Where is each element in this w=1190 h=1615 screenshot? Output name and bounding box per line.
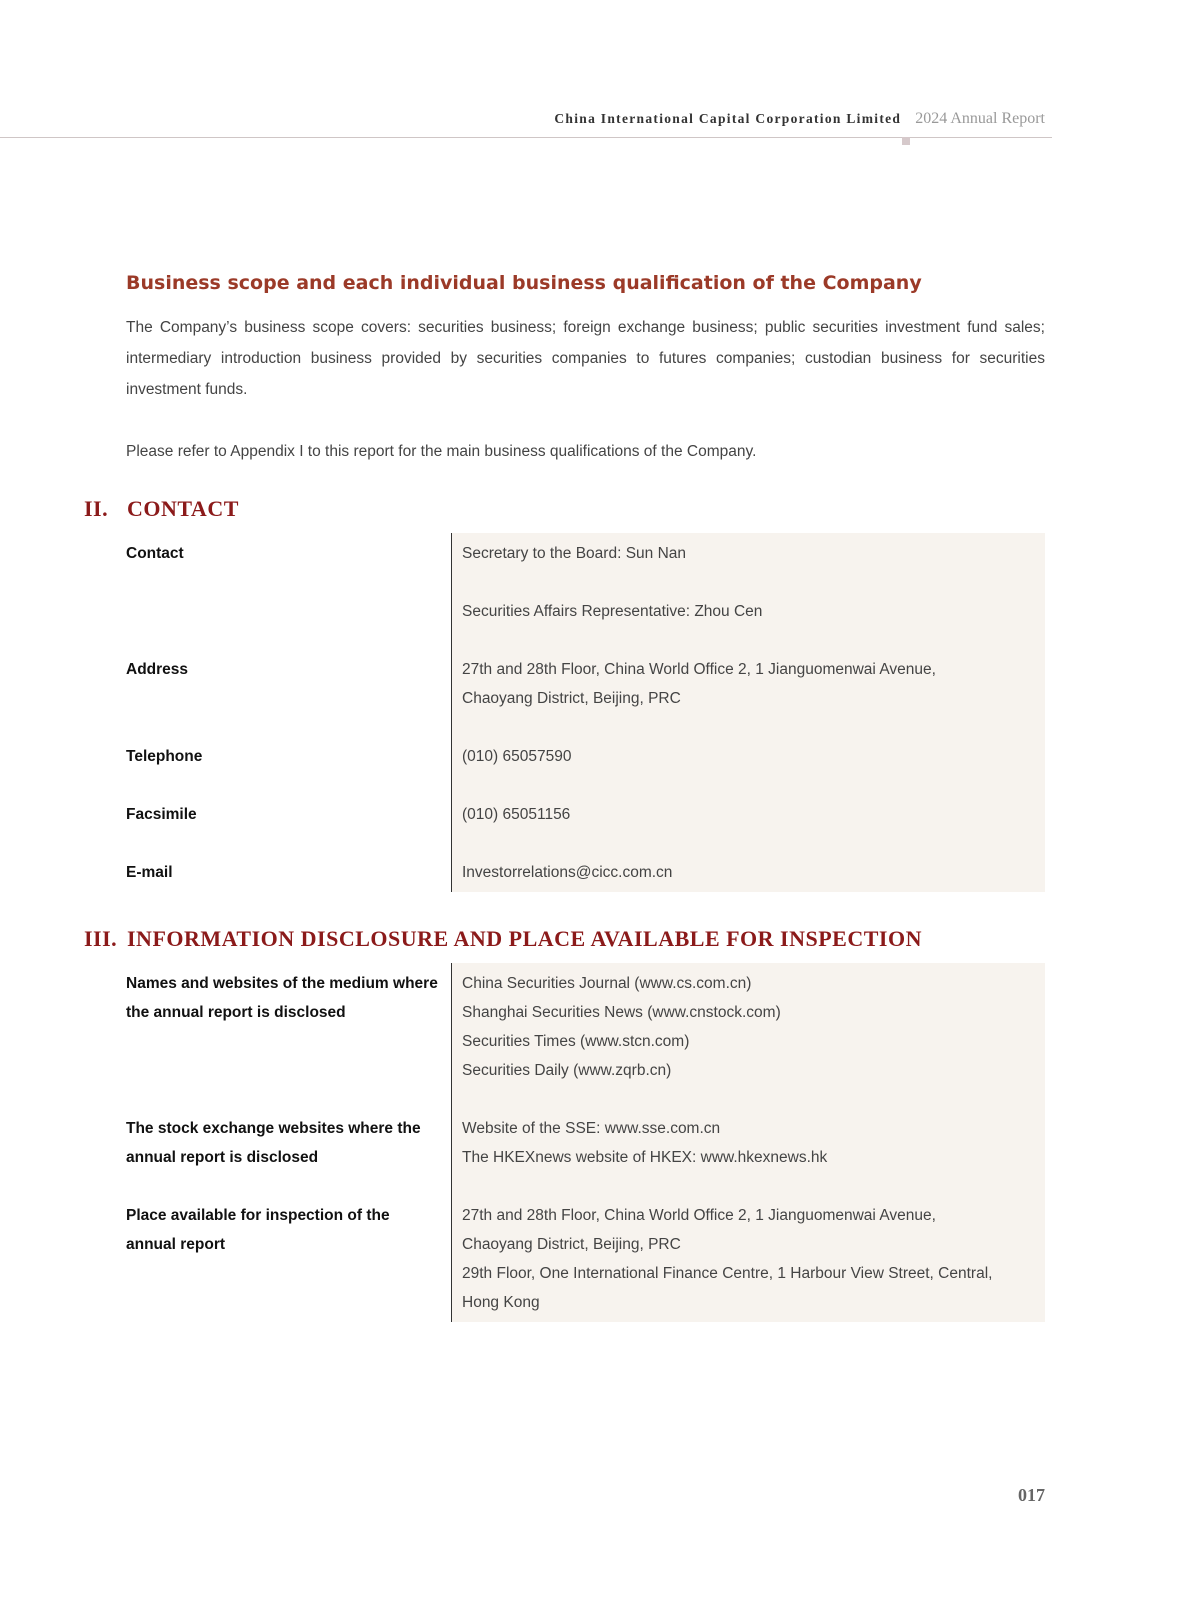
row-label: Contact <box>126 545 184 562</box>
value-line: 27th and 28th Floor, China World Office 2, 1 Jianguomenwai Avenue, <box>462 1207 936 1224</box>
row-value <box>462 539 1045 626</box>
section-title: CONTACT <box>127 496 239 521</box>
value-line: Securities Daily (www.zqrb.cn) <box>462 1062 672 1079</box>
section-disclosure-heading <box>84 926 922 952</box>
value-line: Hong Kong <box>462 1294 540 1311</box>
section-contact-heading <box>84 496 239 522</box>
report-title: 2024 Annual Report <box>915 110 1045 127</box>
value-line: Investorrelations@cicc.com.cn <box>462 864 673 881</box>
company-name: China International Capital Corporation Limited <box>554 111 902 126</box>
table-row <box>126 800 1045 858</box>
contact-table <box>126 533 1045 892</box>
row-label: E-mail <box>126 864 173 881</box>
table-row <box>126 742 1045 800</box>
row-label: Place available for inspection of the annual report <box>126 1207 390 1253</box>
page-number: 017 <box>1018 1485 1045 1505</box>
row-label: Facsimile <box>126 806 197 823</box>
value-line: China Securities Journal (www.cs.com.cn) <box>462 975 752 992</box>
row-value <box>462 1114 1045 1172</box>
value-line: 27th and 28th Floor, China World Office 2, 1 Jianguomenwai Avenue, <box>462 661 936 678</box>
business-paragraph: The Company’s business scope covers: securities business; foreign exchange business; public securities investment fund sales; intermediary introduction business provided by securities companies to futures companies; custodian business for securities investment funds. <box>126 319 1045 398</box>
value-line: Securities Affairs Representative: Zhou Cen <box>462 603 763 620</box>
header-marker <box>902 137 910 145</box>
section-title: INFORMATION DISCLOSURE AND PLACE AVAILABLE FOR INSPECTION <box>127 926 922 951</box>
row-value <box>462 1201 1045 1317</box>
running-header <box>554 110 1045 128</box>
row-label: Names and websites of the medium where the annual report is disclosed <box>126 975 438 1021</box>
value-line: (010) 65051156 <box>462 806 571 823</box>
row-value <box>462 858 1045 887</box>
table-row <box>126 539 1045 655</box>
header-rule <box>0 137 1052 138</box>
table-row <box>126 1114 1045 1201</box>
table-row <box>126 655 1045 742</box>
row-label: Telephone <box>126 748 203 765</box>
value-line: 29th Floor, One International Finance Centre, 1 Harbour View Street, Central, <box>462 1265 993 1282</box>
value-line: Chaoyang District, Beijing, PRC <box>462 1236 681 1253</box>
value-line: Chaoyang District, Beijing, PRC <box>462 690 681 707</box>
value-line: Securities Times (www.stcn.com) <box>462 1033 690 1050</box>
value-line: Shanghai Securities News (www.cnstock.com) <box>462 1004 781 1021</box>
row-value <box>462 969 1045 1085</box>
row-value <box>462 655 1045 713</box>
row-value <box>462 800 1045 829</box>
value-line <box>462 568 1045 597</box>
section-number: II. <box>84 496 109 521</box>
row-label: Address <box>126 661 189 678</box>
section-number: III. <box>84 926 118 951</box>
business-heading: Business scope and each individual business qualification of the Company <box>126 272 922 294</box>
table-row <box>126 858 1045 887</box>
row-value <box>462 742 1045 771</box>
appendix-paragraph: Please refer to Appendix I to this report for the main business qualifications of the Company. <box>126 443 757 460</box>
disclosure-table <box>126 963 1045 1322</box>
table-row <box>126 969 1045 1114</box>
value-line: (010) 65057590 <box>462 748 572 765</box>
table-row <box>126 1201 1045 1317</box>
value-line: Secretary to the Board: Sun Nan <box>462 545 687 562</box>
value-line: The HKEXnews website of HKEX: www.hkexnews.hk <box>462 1149 828 1166</box>
value-line: Website of the SSE: www.sse.com.cn <box>462 1120 721 1137</box>
row-label: The stock exchange websites where the annual report is disclosed <box>126 1120 421 1166</box>
